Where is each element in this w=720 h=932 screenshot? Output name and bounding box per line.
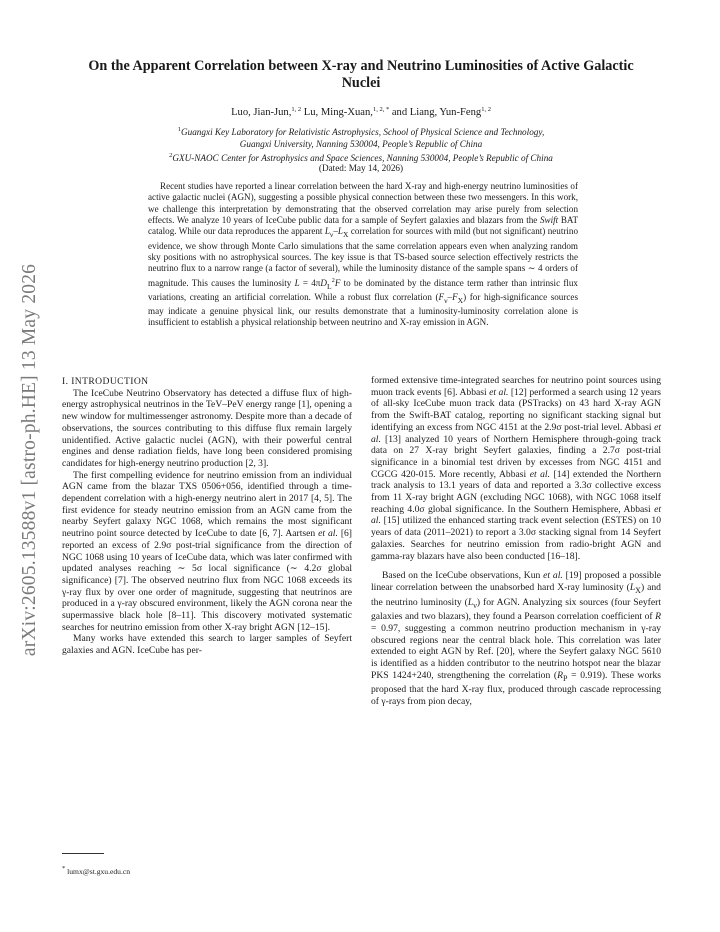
paragraph: formed extensive time-integrated searches for neutrino point sources using muon track events [6]. Abbasi et al. [12] performed a search using 12 years of all-sky IceCube muon track data (PSTracks) on 43 hard X-ray AGN from the Swift-BAT catalog, reporting no significant stacking signal but identifying an excess from NGC 4151 at the 2.9σ post-trial level. Abbasi et al. [13] analyzed 10 years of Northern Hemisphere through-going track data on 27 X-ray bright Seyfert galaxies, finding a 2.7σ post-trial significance in a binomial test driven by excesses from NGC 4151 and CGCG 420-015. More recently, Abbasi et al. [14] extended the Northern track analysis to 13.1 years of data and reported a 3.3σ collective excess from 11 X-ray bright AGN (excluding NGC 1068), with NGC 1068 itself reaching 4.0σ global significance. In the Southern Hemisphere, Abbasi et al. [15] utilized the enhanced starting track event selection (ESTES) on 10 years of data (2011–2021) to report a 3.0σ stacking signal from 14 Seyfert galaxies. Searches for neutrino emission from radio-bright AGN and gamma-ray blazars have also been conducted [16–18].	[371, 375, 662, 562]
footnote-email[interactable]: * lumx@st.gxu.edu.cn	[62, 865, 131, 876]
date-line: (Dated: May 14, 2026)	[318, 163, 404, 173]
paper-title: On the Apparent Correlation between X-ray and Neutrino Luminosities of Active Galactic Nuclei	[88, 58, 634, 91]
footnote-rule	[62, 853, 104, 854]
section-heading: I. INTRODUCTION	[62, 376, 149, 387]
right-column	[371, 375, 661, 708]
affiliation-1: $^1$Guangxi Key Laboratory for Relativistic Astrophysics, School of Physical Science and Technology, Guangxi University, Nanning 530004, People’s Republic of China	[177, 126, 545, 149]
paragraph: Many works have extended this search to larger samples of Seyfert galaxies and AGN. IceCube has per-	[62, 633, 352, 657]
paragraph: Based on the IceCube observations, Kun et al. [19] proposed a possible linear correlation between the unabsorbed hard X-ray luminosity $(L_X)$ and the neutrino luminosity $(L_\nu)$ for AGN. Analyzing six sources (four Seyfert galaxies and two blazars), they found a Pearson correlation coefficient of R = 0.97, suggesting a common neutrino production mechanism in γ-ray obscured regions near the central black hole. This correlation was later extended to eight AGN by Ref. [20], where the Seyfert galaxy NGC 5610 is identified as a hidden contributor to the neutrino hotspot near the blazar PKS 1424+240, strengthening the correlation $(R_P = 0.919)$. These works proposed that the hard X-ray flux, produced through cascade reprocessing of γ-rays from pion decay,	[371, 570, 662, 707]
paragraph: The first compelling evidence for neutrino emission from an individual AGN came from the blazar TXS 0506+056, identified through a time-dependent correlation with a high-energy neutrino alert in 2017 [4, 5]. The first evidence for steady neutrino emission from an AGN came from the nearby Seyfert galaxy NGC 1068, which remains the most significant neutrino point source detected by IceCube to date [6, 7]. Aartsen et al. [6] reported an excess of 2.9σ post-trial significance from the direction of NGC 1068 using 10 years of IceCube data, which was later confirmed with updated analyses reaching ∼ 5σ local significance (∼ 4.2σ global significance) [7]. The observed neutrino flux from NGC 1068 exceeds its γ-ray flux by over one order of magnitude, suggesting that neutrinos are produced in a γ-ray obscured environment, likely the AGN corona near the supermassive black hole [8–11]. This discovery motivated systematic searches for neutrino emission from other X-ray bright AGN [12–15].	[62, 469, 353, 633]
paragraph: The IceCube Neutrino Observatory has detected a diffuse flux of high-energy astrophysical neutrinos in the TeV–PeV energy range [1], opening a new window for multimessenger astronomy. Despite more than a decade of observations, the sources contributing to this diffuse flux remain largely unidentified. Active galactic nuclei (AGN), with their powerful central engines and dense radiation fields, have long been considered promising candidates for high-energy neutrino production [2, 3].	[62, 387, 352, 469]
abstract: Recent studies have reported a linear correlation between the hard X-ray and high-energy neutrino luminosities of active galactic nuclei (AGN), suggesting a possible physical connection between these two messengers. In this work, we challenge this interpretation by demonstrating that the observed correlation may arise purely from selection effects. We analyze 10 years of IceCube public data for a sample of Seyfert galaxies and blazars from the Swift BAT catalog. While our data reproduces the apparent $L_\nu-L_X$ correlation for sources with mild (but not significant) neutrino evidence, we show through Monte Carlo simulations that the same correlation appears even when analyzing random sky positions with no astrophysical sources. The key issue is that TS-based source selection effectively restricts the neutrino flux to a narrow range (a factor of several), while the luminosity distance of the sample spans ∼ 4 orders of magnitude. This causes the luminosity $L = 4\pi D_L^2F$ to be dominated by the distance term rather than intrinsic flux variations, creating an artificial correlation. While a robust flux correlation $(F_\nu-F_X)$ for high-significance sources may indicate a genuine physical link, our results demonstrate that a luminosity-luminosity correlation alone is insufficient to establish a physical relationship between neutrino and X-ray emission in AGN.	[148, 181, 579, 328]
author-list: Luo, Jian-Jun,$^{1, 2}$ Lu, Ming-Xuan,$^{1, 2, *}$ and Liang, Yun-Feng$^{1, 2}$	[231, 106, 491, 118]
arxiv-sidebar	[0, 250, 60, 670]
left-column	[62, 376, 352, 657]
affiliation-2: $^2$GXU-NAOC Center for Astrophysics and Space Sciences, Nanning 530004, People’s Republic of China	[169, 152, 553, 163]
paragraph-gap	[371, 562, 661, 570]
arxiv-identifier[interactable]: arXiv:2605.13588v1 [astro-ph.HE] 13 May 2026	[19, 263, 40, 657]
